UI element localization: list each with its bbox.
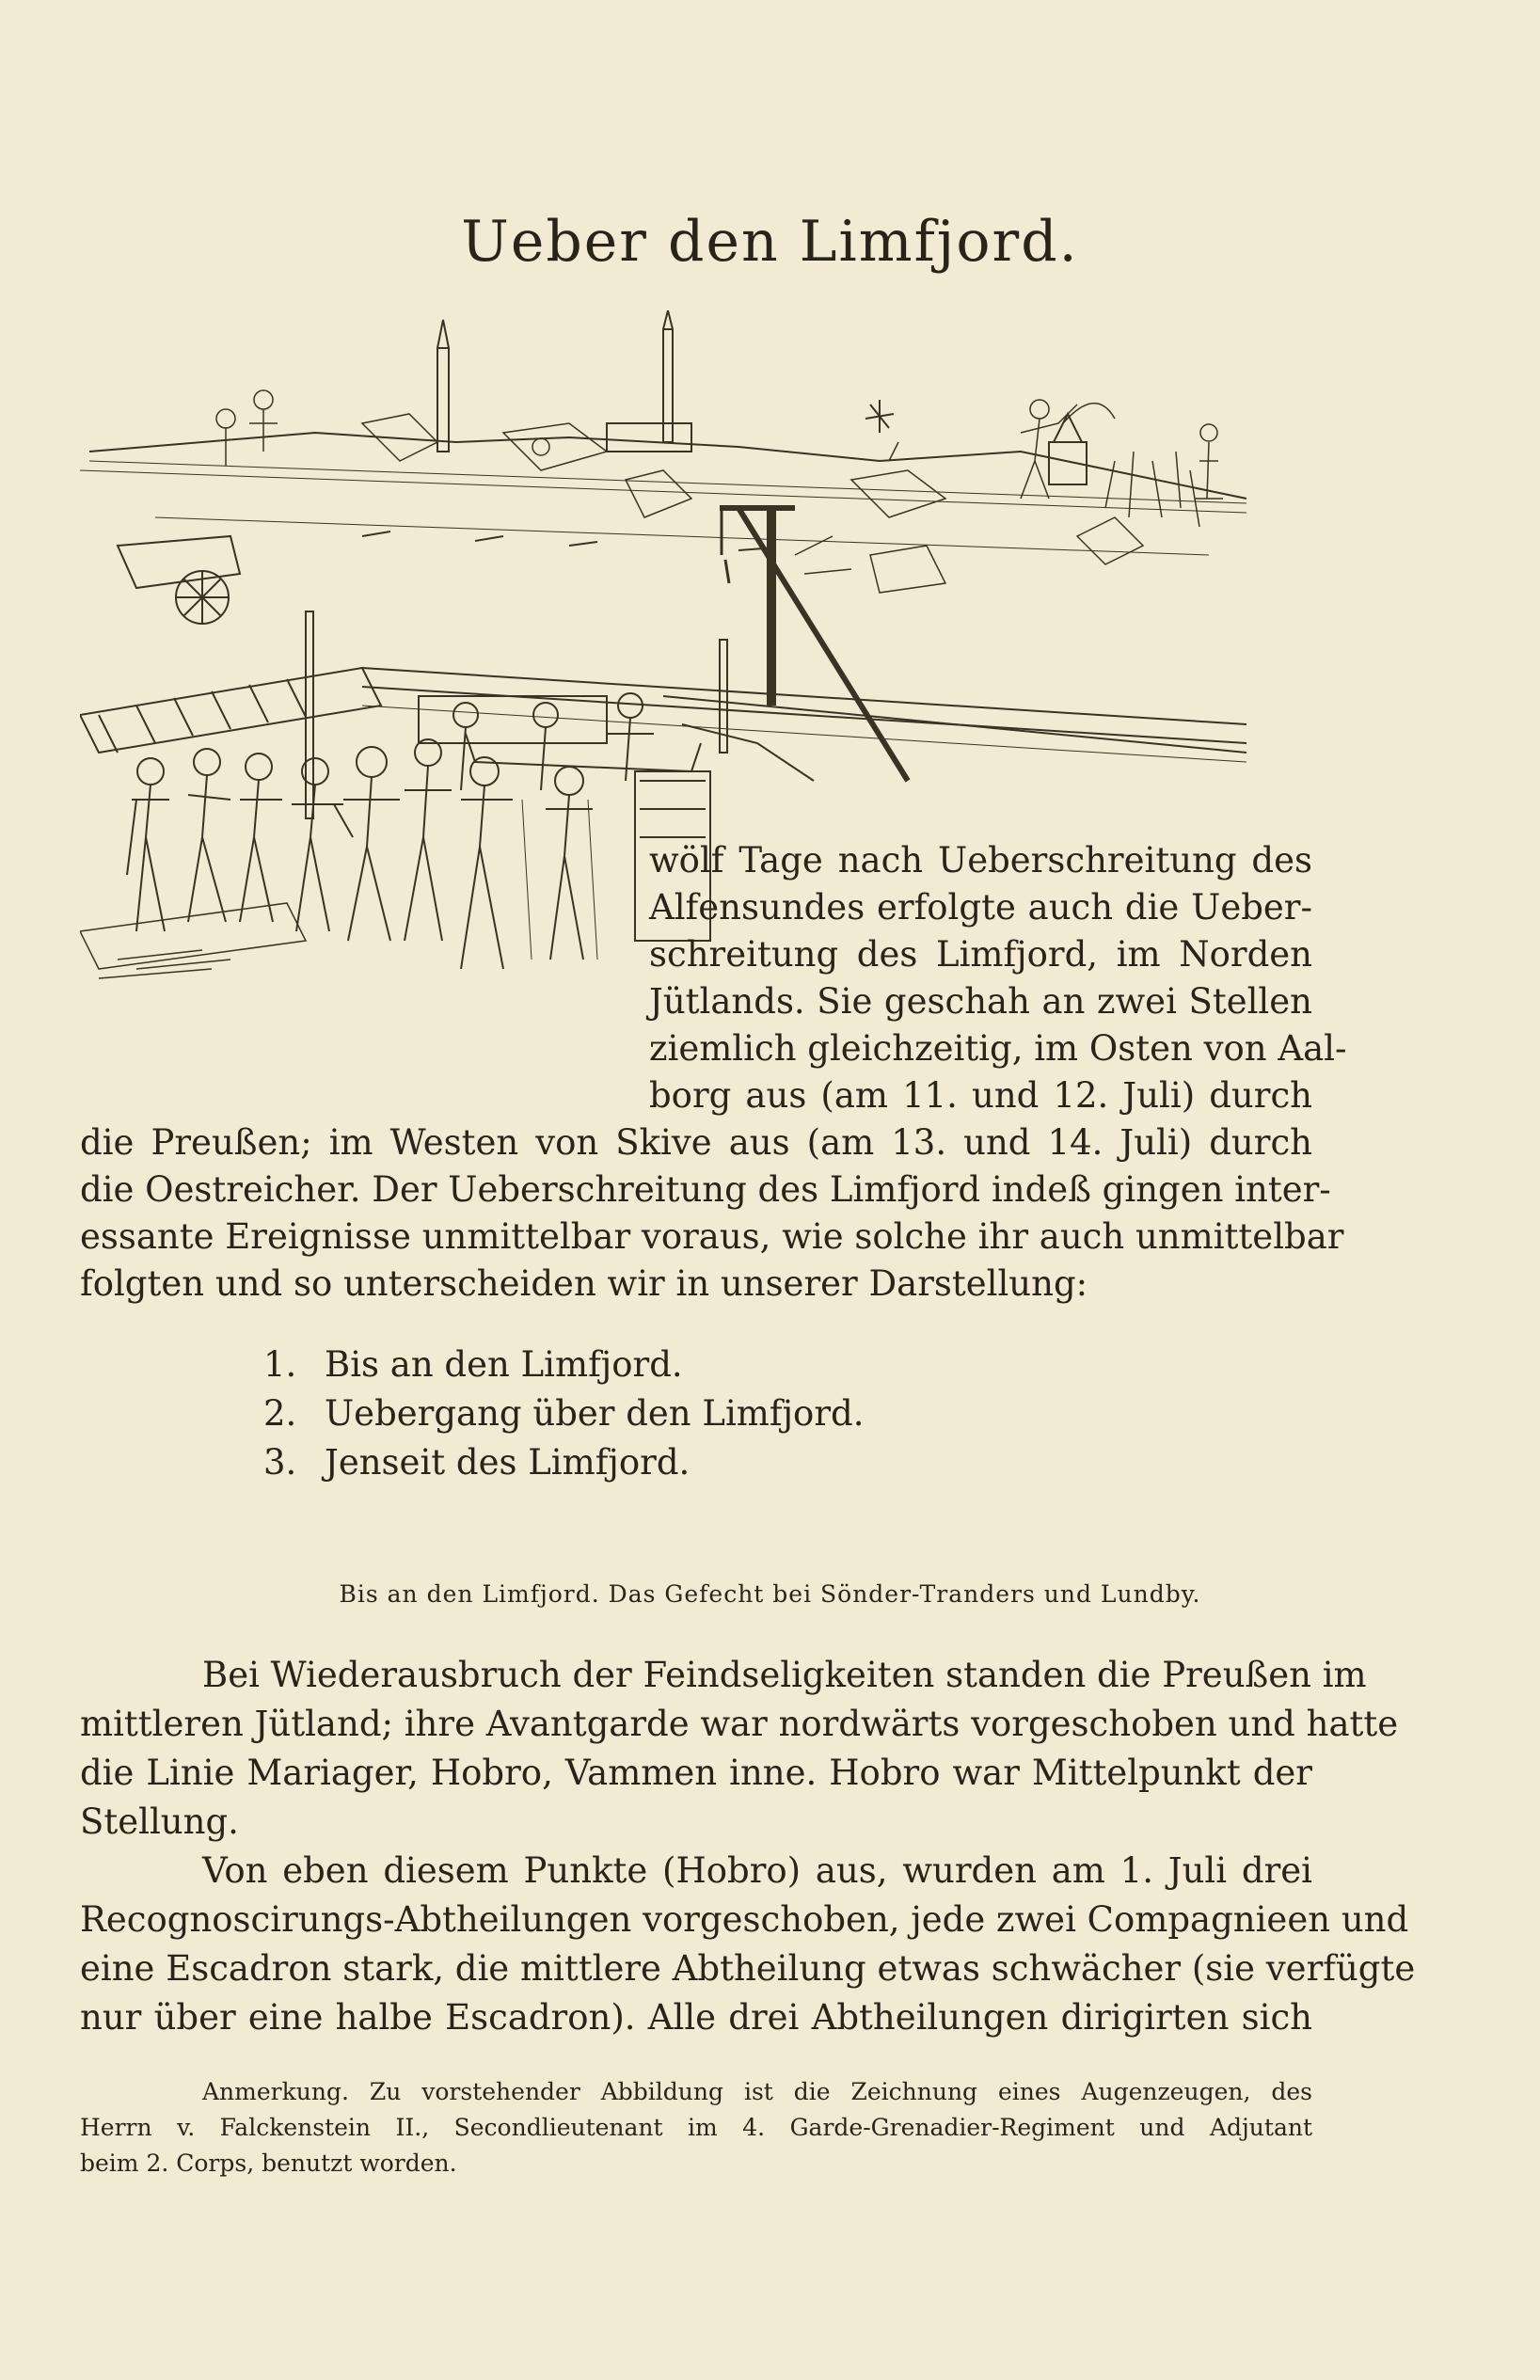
list-item bbox=[263, 1389, 864, 1438]
list-item-text: Uebergang über den Limfjord. bbox=[325, 1393, 865, 1434]
paragraph-line: folgten und so unterscheiden wir in unserer Darstellung: bbox=[80, 1263, 1088, 1304]
paragraph-line: Bei Wiederausbruch der Feindseligkeiten standen die Preußen im bbox=[202, 1655, 1367, 1695]
paragraph-line: die Oestreicher. Der Ueberschreitung des Limfjord indeß gingen inter- bbox=[80, 1169, 1331, 1210]
paragraph-line: nur über eine halbe Escadron). Alle drei Abtheilungen dirigirten sich bbox=[80, 1997, 1312, 2038]
footnote-line: Anmerkung. Zu vorstehender Abbildung ist die Zeichnung eines Augenzeugen, des bbox=[202, 2078, 1312, 2105]
paragraph-line: Stellung. bbox=[80, 1801, 239, 1842]
paragraph-line: Recognoscirungs-Abtheilungen vorgeschoben, jede zwei Compagnieen und bbox=[80, 1899, 1409, 1940]
footnote bbox=[80, 2074, 1312, 2182]
page-title: Ueber den Limfjord. bbox=[461, 209, 1079, 275]
paragraph-1 bbox=[80, 1119, 1344, 1308]
paragraph-2 bbox=[80, 1651, 1416, 2042]
list-item bbox=[263, 1438, 864, 1487]
paragraph-line: die Preußen; im Westen von Skive aus (am 13. und 14. Juli) durch bbox=[80, 1122, 1312, 1163]
paragraph-line: eine Escadron stark, die mittlere Abtheilung etwas schwächer (sie verfügte bbox=[80, 1948, 1416, 1989]
paragraph-line: die Linie Mariager, Hobro, Vammen inne. Hobro war Mittelpunkt der bbox=[80, 1753, 1312, 1793]
paragraph-line: mittleren Jütland; ihre Avantgarde war nordwärts vorgeschoben und hatte bbox=[80, 1704, 1399, 1744]
intro-line: Jütlands. Sie geschah an zwei Stellen bbox=[649, 981, 1312, 1022]
paragraph-line: Von eben diesem Punkte (Hobro) aus, wurden am 1. Juli drei bbox=[202, 1850, 1312, 1891]
section-subheading: Bis an den Limfjord. Das Gefecht bei Sönder-Tranders und Lundby. bbox=[339, 1580, 1201, 1608]
intro-line: Alfensundes erfolgte auch die Ueber- bbox=[649, 887, 1312, 928]
list-item-number: 1. bbox=[263, 1344, 297, 1385]
list-item-text: Bis an den Limfjord. bbox=[325, 1344, 683, 1385]
list-item-number: 2. bbox=[263, 1393, 297, 1434]
footnote-line: beim 2. Corps, benutzt worden. bbox=[80, 2150, 457, 2177]
intro-line: ziemlich gleichzeitig, im Osten von Aal- bbox=[649, 1028, 1347, 1069]
intro-line: wölf Tage nach Ueberschreitung des bbox=[649, 840, 1312, 881]
intro-line: borg aus (am 11. und 12. Juli) durch bbox=[649, 1075, 1312, 1116]
list-item-text: Jenseit des Limfjord. bbox=[325, 1442, 691, 1483]
intro-line: schreitung des Limfjord, im Norden bbox=[649, 934, 1312, 975]
paragraph-line: essante Ereignisse unmittelbar voraus, wie solche ihr auch unmittelbar bbox=[80, 1216, 1344, 1257]
list-item bbox=[263, 1341, 864, 1389]
section-list bbox=[263, 1341, 864, 1487]
list-item-number: 3. bbox=[263, 1442, 297, 1483]
intro-wrap-lines bbox=[649, 837, 1347, 1119]
footnote-line: Herrn v. Falckenstein II., Secondlieutenant im 4. Garde-Grenadier-Regiment und Adjutant bbox=[80, 2114, 1312, 2141]
